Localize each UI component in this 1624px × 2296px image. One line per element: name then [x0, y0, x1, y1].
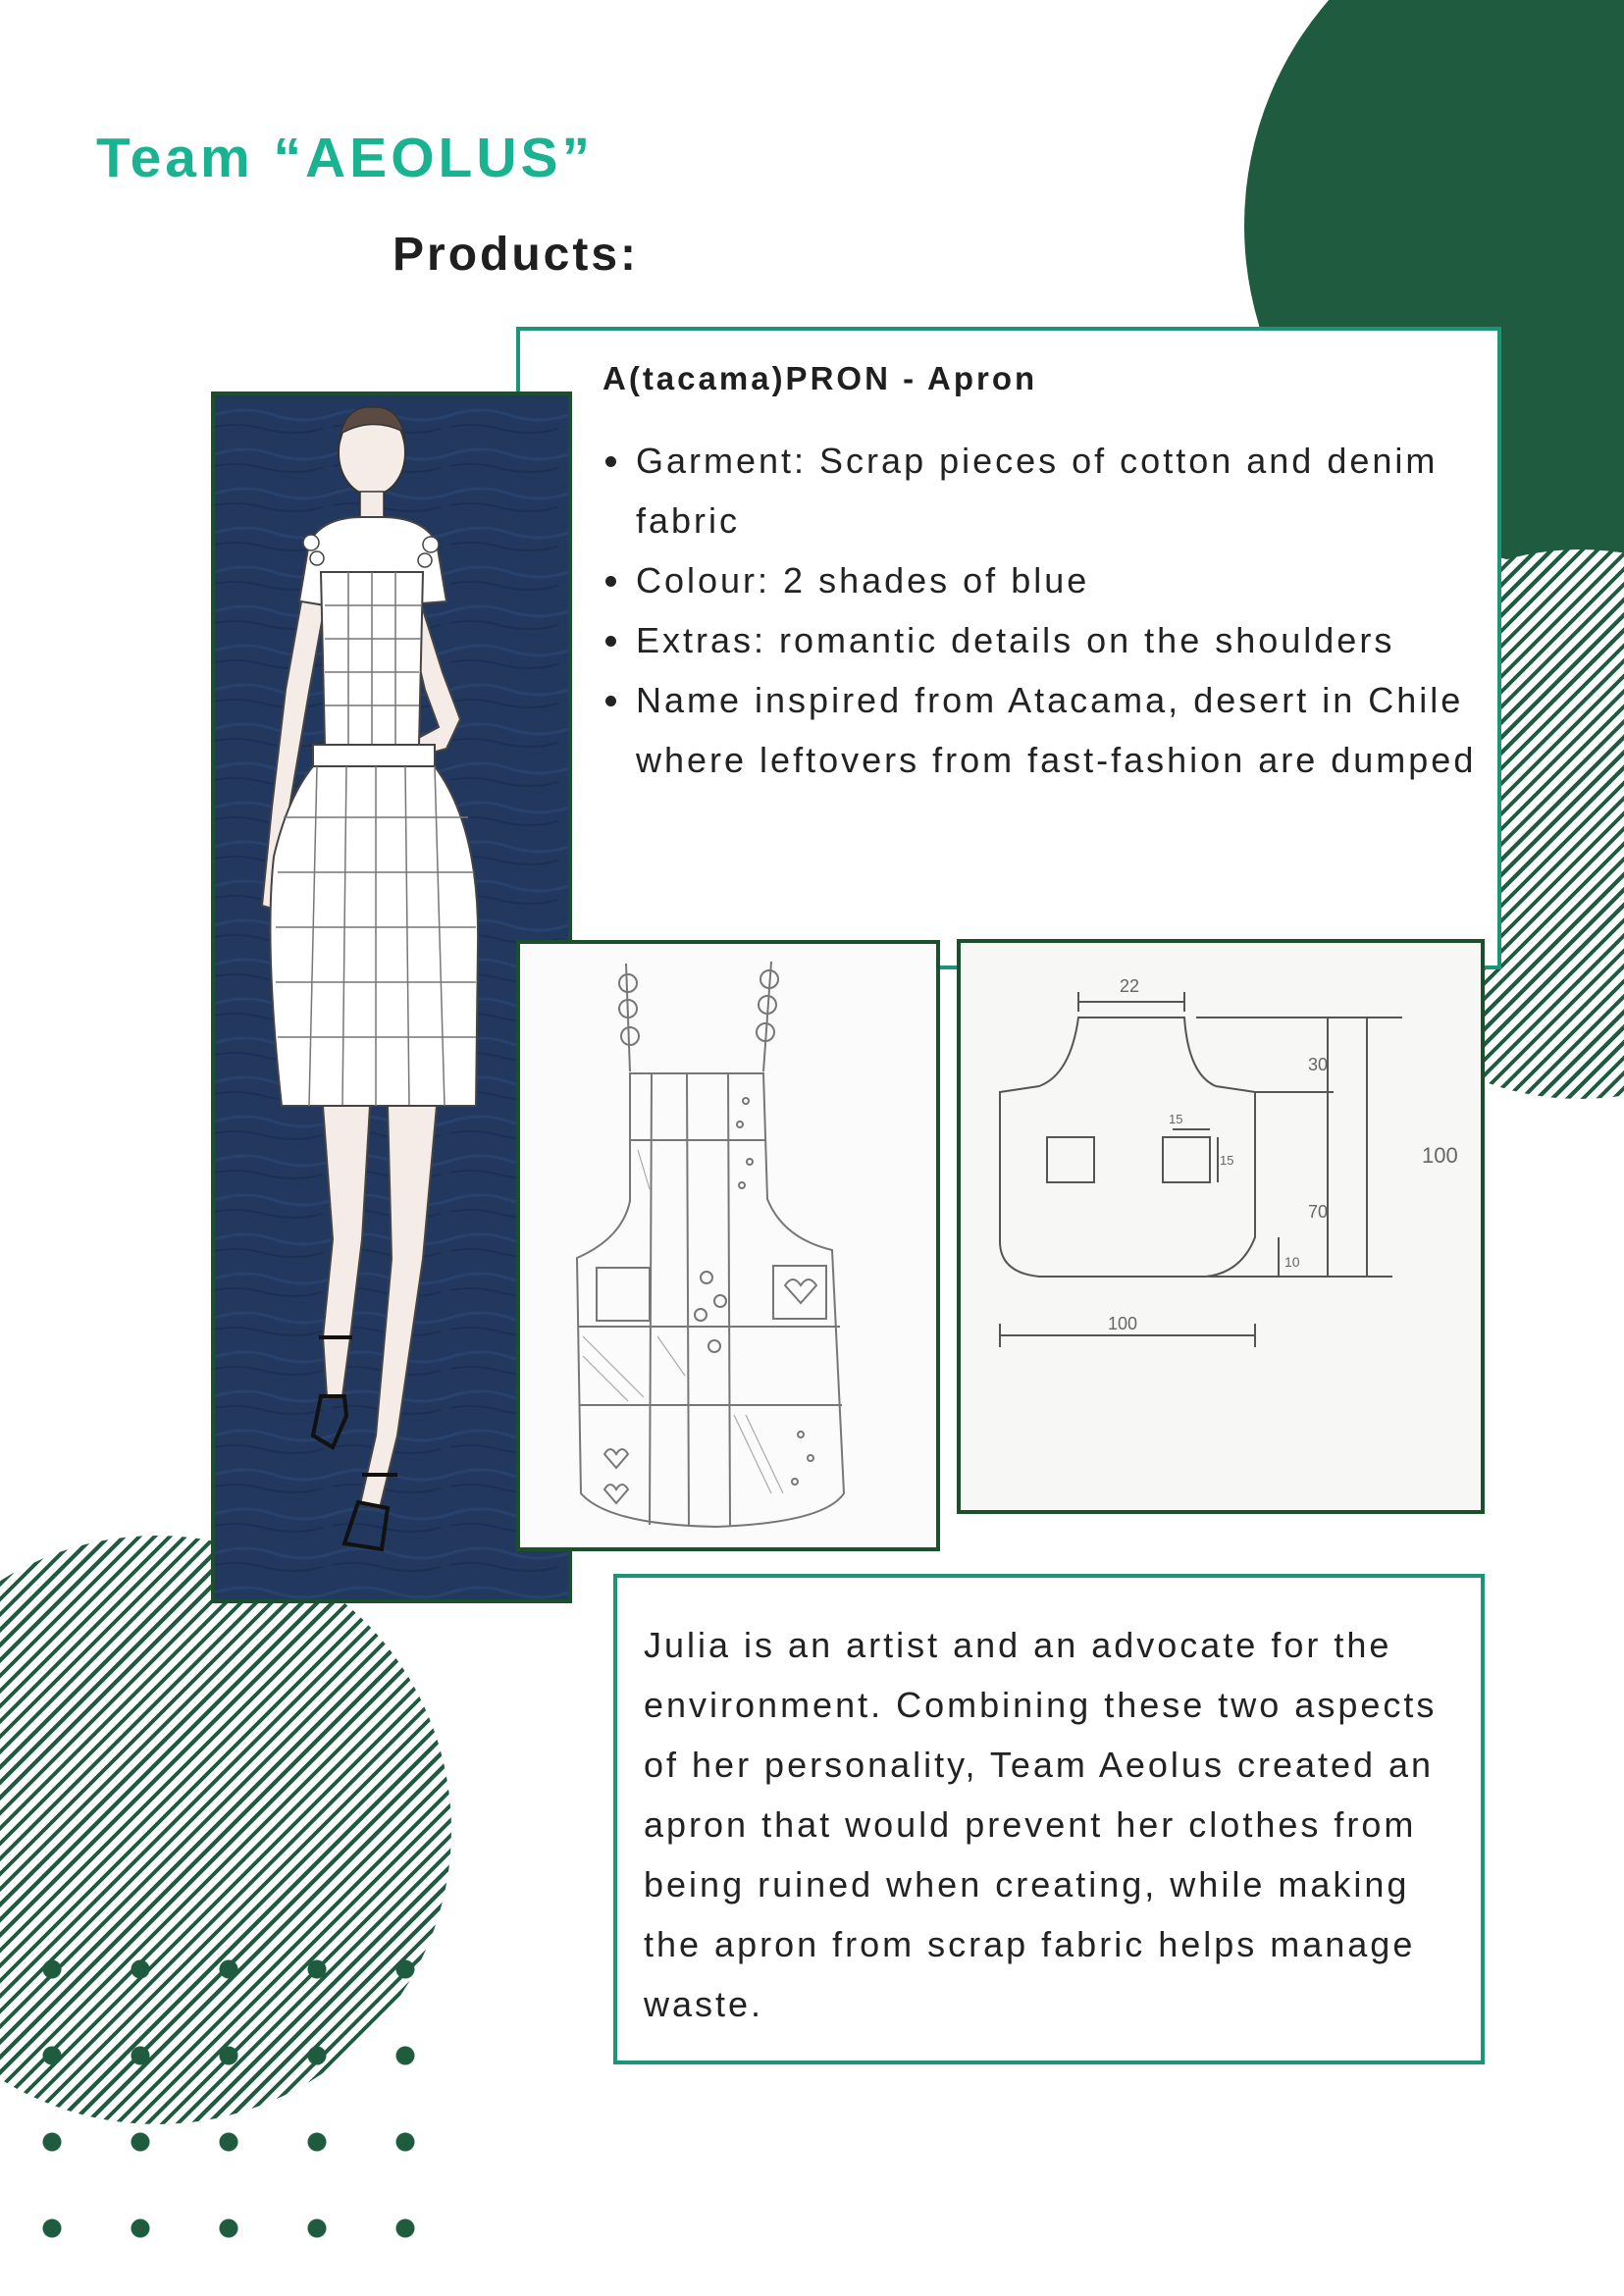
dim-label-pocket-width: 15: [1169, 1112, 1183, 1126]
dim-label-width: 100: [1108, 1314, 1138, 1333]
feature-item-colour: • Colour: 2 shades of blue: [634, 550, 1497, 610]
product-info-box: [516, 327, 1501, 969]
feature-list: [601, 431, 1497, 790]
apron-technical-pattern: [961, 943, 1481, 1510]
dim-label-strap: 22: [1120, 976, 1140, 996]
product-name: A(tacama)PRON - Apron: [602, 360, 1038, 396]
products-heading: Products:: [393, 229, 640, 281]
model-wearing-apron-drawing: [215, 395, 568, 1599]
dim-label-hem: 10: [1284, 1254, 1300, 1270]
feature-item-name-origin: • Name inspired from Atacama, desert in Chile where leftovers from fast-fashion are dumped: [634, 670, 1497, 790]
feature-item-garment: • Garment: Scrap pieces of cotton and denim fabric: [634, 431, 1497, 550]
apron-pattern-drawing: [957, 939, 1485, 1514]
feature-item-extras: • Extras: romantic details on the shoulders: [634, 610, 1497, 670]
bio-box: [613, 1574, 1485, 2064]
dim-label-bib-height: 30: [1308, 1055, 1329, 1074]
team-title: Team “AEOLUS”: [96, 127, 595, 189]
bio-text: Julia is an artist and an advocate for the environment. Combining these two aspects of her personality, Team Aeolus created an apron that would prevent her clothes from being ruined when creating, while making the apron from scrap fabric helps manage waste.: [644, 1625, 1438, 2024]
dim-label-pocket-height: 15: [1220, 1153, 1234, 1168]
apron-sketch: [516, 940, 940, 1551]
decorative-dot-grid: [29, 1948, 422, 2281]
apron-pencil-sketch: [520, 944, 936, 1547]
dim-label-total-height: 100: [1422, 1143, 1458, 1168]
dim-label-skirt-height: 70: [1308, 1202, 1329, 1222]
